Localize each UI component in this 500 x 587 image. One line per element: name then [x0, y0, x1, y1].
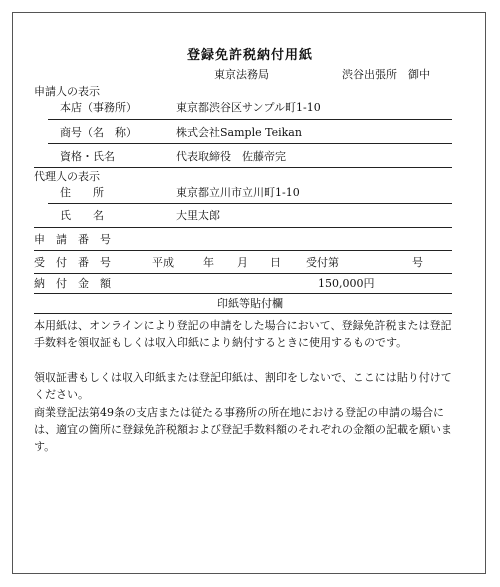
stamp-area-label: 印紙等貼付欄: [217, 297, 283, 310]
representative-label: 資格・氏名: [60, 150, 115, 163]
agent-section-label: 代理人の表示: [34, 170, 100, 183]
divider-line: [34, 313, 452, 314]
application-number-label: 申 請 番 号: [34, 233, 111, 246]
payment-amount-value: 150,000円: [318, 277, 375, 290]
divider-line: [34, 227, 452, 228]
divider-line: [34, 293, 452, 294]
receipt-era: 平成: [152, 256, 174, 269]
divider-line: [48, 203, 452, 204]
divider-line: [34, 167, 452, 168]
agent-address-value: 東京都立川市立川町1-10: [176, 186, 300, 199]
divider-line: [48, 143, 452, 144]
receipt-day: 日: [270, 256, 281, 269]
note-paragraph: 本用紙は、オンラインにより登記の申請をした場合において、登録免許税または登記手数料を領収証もしくは収入印紙により納付するときに使用するものです。: [34, 319, 452, 349]
representative-value: 代表取締役 佐藤帝完: [176, 150, 286, 163]
receipt-year: 年: [203, 256, 214, 269]
agent-name-value: 大里太郎: [176, 209, 220, 222]
agent-name-label: 氏 名: [60, 209, 104, 222]
office-name: 東京法務局: [214, 68, 269, 81]
receipt-number-suffix: 号: [412, 256, 423, 269]
document-title: 登録免許税納付用紙: [186, 48, 313, 63]
divider-line: [48, 119, 452, 120]
agent-address-label: 住 所: [60, 186, 104, 199]
payment-amount-label: 納 付 金 額: [34, 277, 111, 290]
head-office-label: 本店（事務所）: [60, 101, 137, 114]
receipt-number-prefix: 受付第: [306, 256, 339, 269]
company-name-value: 株式会社Sample Teikan: [176, 126, 302, 139]
divider-line: [34, 250, 452, 251]
branch-office-name: 渋谷出張所 御中: [342, 68, 430, 81]
receipt-number-label: 受 付 番 号: [34, 256, 111, 269]
receipt-month: 月: [237, 256, 248, 269]
note-paragraph: 領収証書もしくは収入印紙または登記印紙は、割印をしないで、ここには貼り付けてください。: [34, 371, 452, 401]
divider-line: [34, 273, 452, 274]
head-office-value: 東京都渋谷区サンプル町1-10: [176, 101, 321, 114]
applicant-section-label: 申請人の表示: [34, 85, 100, 98]
note-paragraph: 商業登記法第49条の支店または従たる事務所の所在地における登記の申請の場合には、適宜の箇所に登録免許税額および登記手数料額のそれぞれの金額の記載を願います。: [34, 406, 452, 453]
company-name-label: 商号（名 称）: [60, 126, 137, 139]
